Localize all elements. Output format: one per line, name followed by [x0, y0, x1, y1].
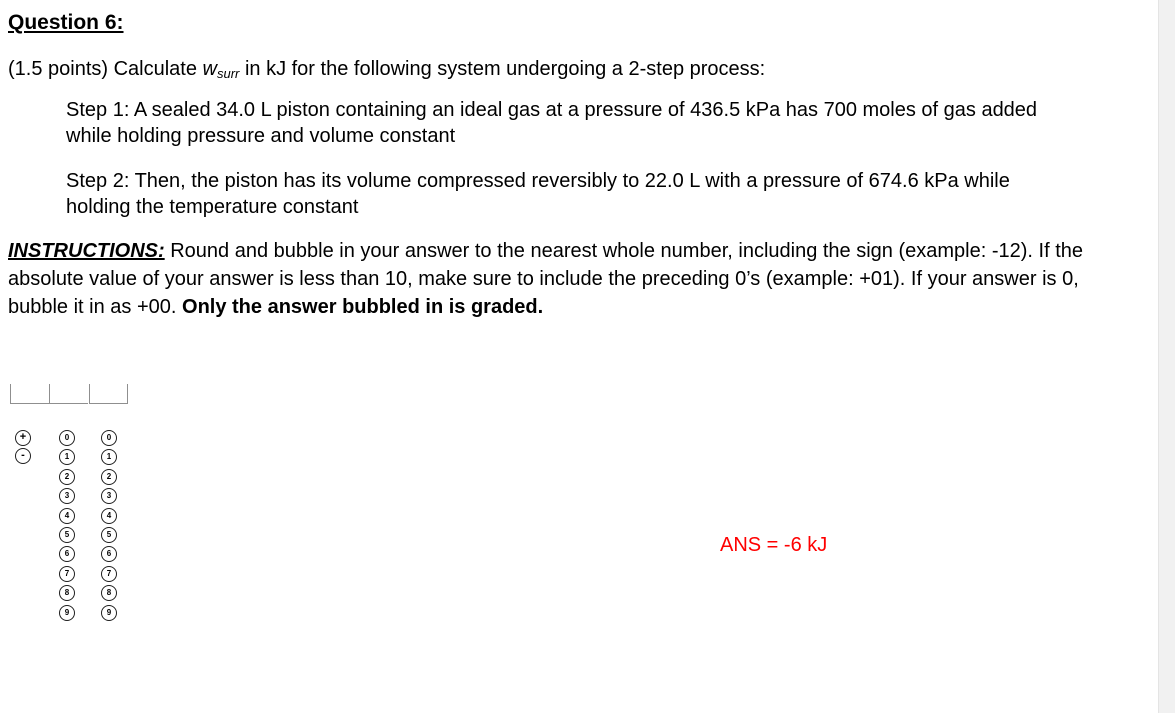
ones-bubble-1[interactable]: 1 — [101, 449, 117, 465]
ones-bubble-6[interactable]: 6 — [101, 546, 117, 562]
sign-bubble-plus[interactable]: + — [15, 430, 31, 446]
answer-box-sign — [10, 384, 49, 404]
instructions-graded-note: Only the answer bubbled in is graded. — [182, 296, 544, 318]
ones-bubble-0[interactable]: 0 — [101, 430, 117, 446]
instructions-paragraph — [8, 237, 1108, 321]
ones-bubble-4[interactable]: 4 — [101, 508, 117, 524]
page-scroll-gutter — [1158, 0, 1175, 713]
tens-bubble-3[interactable]: 3 — [59, 488, 75, 504]
ones-bubble-8[interactable]: 8 — [101, 585, 117, 601]
tens-bubble-4[interactable]: 4 — [59, 508, 75, 524]
answer-box-tens — [49, 384, 88, 404]
question-prompt — [8, 54, 765, 84]
tens-bubble-7[interactable]: 7 — [59, 566, 75, 582]
answer-entry-boxes — [10, 384, 129, 404]
tens-bubble-6[interactable]: 6 — [59, 546, 75, 562]
prompt-suffix: in kJ for the following system undergoing a 2-step process: — [239, 58, 766, 80]
instructions-body: Round and bubble in your answer to the nearest whole number, including the sign (example: -12). If the absolute value of your answer is less than 10, make sure to include the preceding 0’s (example: +01). If your answer is 0, bubble it in as +00. — [8, 240, 1084, 318]
question-title: Question 6: — [8, 11, 124, 34]
tens-bubble-5[interactable]: 5 — [59, 527, 75, 543]
ones-bubble-3[interactable]: 3 — [101, 488, 117, 504]
prompt-prefix: (1.5 points) Calculate — [8, 58, 203, 80]
ones-bubble-7[interactable]: 7 — [101, 566, 117, 582]
step-2-text: Step 2: Then, the piston has its volume compressed reversibly to 22.0 L with a pressure of 674.6 kPa while holding the temperature constant — [66, 170, 1010, 218]
tens-bubble-9[interactable]: 9 — [59, 605, 75, 621]
tens-bubble-1[interactable]: 1 — [59, 449, 75, 465]
tens-bubble-2[interactable]: 2 — [59, 469, 75, 485]
instructions-heading: INSTRUCTIONS: — [8, 240, 165, 262]
answer-box-ones — [89, 384, 128, 404]
ones-bubble-2[interactable]: 2 — [101, 469, 117, 485]
step-1-text: Step 1: A sealed 34.0 L piston containing an ideal gas at a pressure of 436.5 kPa has 700 moles of gas added while holding pressure and volume constant — [66, 99, 1038, 147]
prompt-subscript: surr — [217, 66, 240, 81]
ones-bubble-5[interactable]: 5 — [101, 527, 117, 543]
ones-bubble-9[interactable]: 9 — [101, 605, 117, 621]
tens-bubble-0[interactable]: 0 — [59, 430, 75, 446]
answer-note: ANS = -6 kJ — [720, 534, 828, 556]
sign-bubble-minus[interactable]: - — [15, 448, 31, 464]
tens-bubble-8[interactable]: 8 — [59, 585, 75, 601]
prompt-variable: w — [202, 58, 217, 80]
